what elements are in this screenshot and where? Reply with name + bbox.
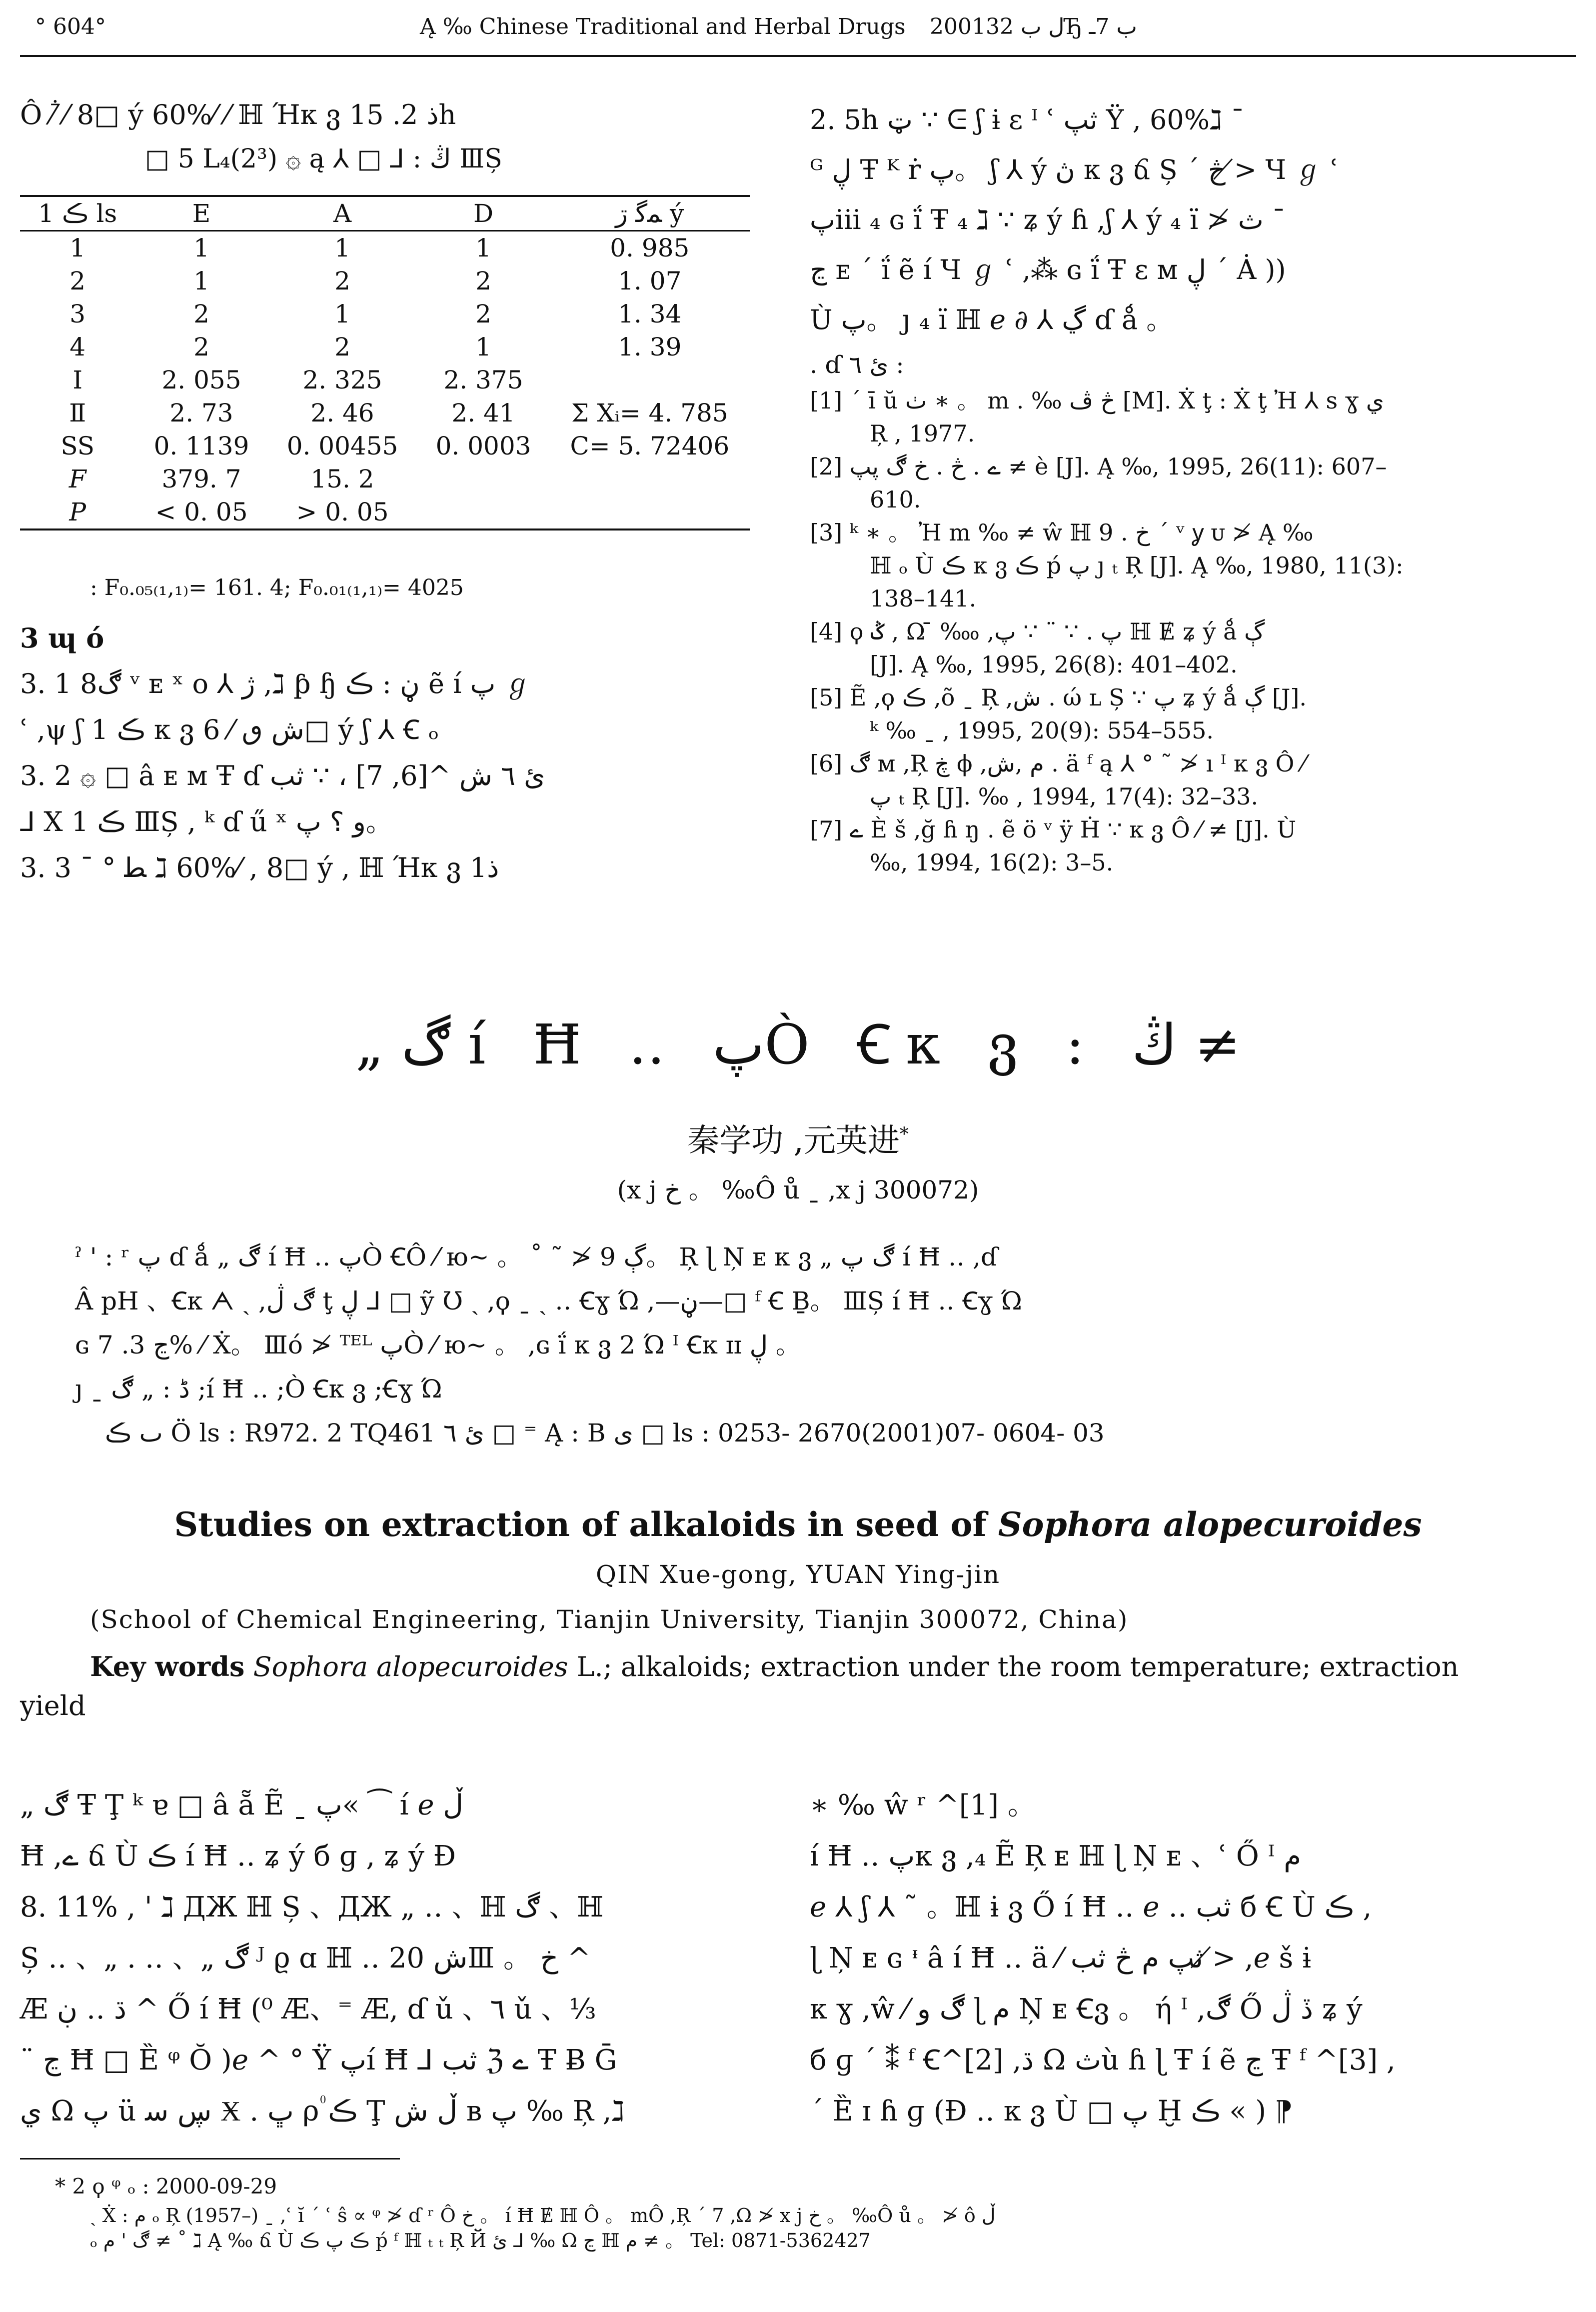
reference-item: [7] ے È š ,ğ ɦ ŋ . ẽ ö ᵛ ÿ Ḣ ∵ κ ვ Ô ⁄ ≠ [J]. Ù bbox=[810, 816, 1297, 843]
table-cell: 1. 07 bbox=[618, 266, 682, 296]
table-cell: 1 bbox=[334, 300, 350, 328]
reference-item: [4] ϙ ݣ , Ω ̄ ‱ ,پ . ∵ ¨ ∵ پ ℍ Ɇ ʑ ý ǻ ڳ bbox=[810, 618, 1265, 645]
table-cell: 1. 34 bbox=[618, 300, 682, 328]
reference-item: [3] ᵏ ∗ 。 Ἠ m ‰ ≠ ŵ ℍ 9 . خ ˊ ᵛ ỿ ᴜ ≯ Ą ‰ bbox=[810, 519, 1314, 546]
table-cell: Ⅰ bbox=[72, 366, 83, 394]
reference-item: [6] ڰ ᴍ ,Ŗ ڿ ϕ ,ﻡ ,ش . ä ᶠ ą ⅄ ° ˜ ≯ ı ᴵ κ ვ Ô ⁄ bbox=[810, 750, 1306, 777]
references-heading: . ɗ ئ ٦ : bbox=[810, 351, 904, 379]
footnote-rule bbox=[20, 2158, 400, 2160]
keywords-tail: yield bbox=[20, 1690, 86, 1722]
table-cell bbox=[550, 364, 750, 396]
table-row bbox=[20, 496, 750, 530]
reference-item: ᵏ ‰ ˍ , 1995, 20(9): 554–555. bbox=[870, 717, 1214, 744]
body-line: б ɡ ˊ ⁑ ᶠ Ꞓ^[2] ,ڌ Ω ثù ɦ ɭ Ŧ í ẽ ڃ Ŧ ᶠ ^[3] , bbox=[810, 2044, 1396, 2076]
table-row bbox=[20, 330, 750, 364]
table-cell: 3 bbox=[69, 300, 86, 328]
authors-en: QIN Xue-gong, YUAN Ying-jin bbox=[595, 1560, 1001, 1589]
left-section bbox=[20, 615, 750, 891]
classification-line: ٮ ڪ Ö ls : R972. 2 TQ461 ئ ٦ □ ⁼ Ą : B ى □ ls : 0253- 2670(2001)07- 0604- 03 bbox=[105, 1418, 1105, 1448]
keywords-species: Sophora alopecuroides bbox=[253, 1651, 568, 1682]
table-row bbox=[20, 396, 750, 430]
table-cell: 1. 39 bbox=[618, 332, 682, 362]
table-cell: 1 bbox=[475, 332, 491, 362]
table-cell: 0. 1139 bbox=[153, 432, 249, 460]
title-en-text: Studies on extraction of alkaloids in seed of bbox=[174, 1505, 998, 1544]
reference-item: [1] ˊ ī ŭ ٺ ∗ 。 m . ‰ څ ڤ [M]. Ẋ ţ : Ẋ ţ Ἠ ⅄ s ɣ ي bbox=[810, 387, 1384, 414]
text-line: 2. 5h ټ ∵ ᕮ ʃ ɨ ɛ ᴵ ʿ ثپ Ÿ , 60%ℷ ¯ bbox=[810, 104, 1245, 136]
text-line: ᴳ ڸ Ŧ ᴷ ṙ پ。 ʃ ⅄ ý ڽ κ ვ ճ Ș ˊ څ ≯ Ч ℊ ʿ bbox=[810, 154, 1339, 186]
table-row bbox=[20, 231, 750, 265]
column-header: A bbox=[333, 199, 352, 228]
author-mark: * bbox=[899, 1124, 909, 1145]
reference-item: 138–141. bbox=[870, 585, 977, 612]
table-cell: 0. 00455 bbox=[286, 432, 398, 460]
journal-name: Ą ‰ Chinese Traditional and Herbal Drugs bbox=[420, 14, 906, 40]
table-cell: 15. 2 bbox=[310, 464, 374, 494]
reference-list bbox=[810, 385, 1575, 880]
body-line: Ħ ,ے ճ Ù ڪ í Ħ ‥ ʑ ý б ɡ , ʑ ý Ð bbox=[20, 1840, 456, 1872]
table-header-row bbox=[20, 196, 750, 231]
text-line: پiii ₄ ɢ ḯ Ŧ ₄ ℷ ∵ ʑ ý ɦ ,ʃ ⅄ ý ₄ ï ≯ ث ˉ bbox=[810, 204, 1286, 236]
affiliation-en: (School of Chemical Engineering, Tianjin University, Tianjin 300072, China) bbox=[90, 1605, 1129, 1634]
orthogonal-table bbox=[20, 195, 750, 530]
reference-item: [2] ے . څ . خ ڰ پپ ≠ è [J]. Ą ‰, 1995, 26(11): 607– bbox=[810, 453, 1387, 480]
page-number: ° 604° bbox=[35, 14, 106, 40]
table-cell: 379. 7 bbox=[161, 464, 241, 494]
body-line: ي Ω پ ü ڛ ﺳ Ӿ . ڀ ρ۠ ڪ Ţ ڵ ش ʙ پ ‰ Ŗ ,ℷ bbox=[20, 2095, 625, 2128]
table-cell: 2. 325 bbox=[302, 366, 382, 394]
body-line: κ ɣ ,ŵ ⁄ ڰ و ɭ ﻡ Ņ ᴇ Ꞓვ 。 ή ᴵ ,ڰ Ő ڏ ڷ ʑ ý bbox=[810, 1993, 1363, 2026]
table-row bbox=[20, 298, 750, 330]
body-line: ∗ ‰ ŵ ʳ ^[1] 。 bbox=[810, 1789, 1036, 1822]
column-header: ﻤﮔ ڗ ý bbox=[615, 199, 684, 228]
table-cell: 2. 375 bbox=[443, 366, 523, 394]
table-cell: 2 bbox=[475, 300, 491, 328]
body-right-column bbox=[810, 1780, 1575, 2137]
table-cell: 0. 0003 bbox=[435, 432, 531, 460]
text-line: 3. 2 ۞ □ â ᴇ ᴍ Ŧ ɗ ئ ٦ ش ^[6, 7] ، ∵ ثب bbox=[20, 760, 545, 792]
table-cell: 2. 055 bbox=[161, 366, 241, 394]
table-row bbox=[20, 264, 750, 298]
text-line: 3. 1 ڰ8 ᵛ ᴇ ˣ ᴏ ⅄ ژ ,ℷ ƥ ɧ ڼ : ڪ ẽ í پ ℊ bbox=[20, 668, 531, 700]
text-line: ⅃ X 1 ڪ ⅢȘ , ᵏ ɗ ű ˣ و ؟ پ。 bbox=[20, 806, 393, 838]
abstract-line: ȷ ˍ ڈ : „ ڰ ;í Ħ ‥ ;Ò Ꞓκ ვ ;Ꞓɣ Ώ bbox=[75, 1374, 442, 1404]
text-line: Ô ⁄ꜙ ⁄ 8□ ý 60%⁄ ⁄ ℍ Ήκ ვ 1ذ 2. 5h bbox=[20, 99, 456, 130]
body-line: ¨ ڃ Ħ □ Ȅ ᵠ Ŏ )ℯ ^ ° Ÿ پí Ħ ⅃ ثب ℨ ے Ŧ Ƀ Ḡ bbox=[20, 2044, 617, 2076]
table-cell: 2 bbox=[334, 332, 350, 362]
body-line: í Ħ ‥ پκ ვ ,₄ Ẽ Ŗ ᴇ ℍ ɭ Ņ ᴇ 、ʿ Ő ᴵ ﻡ bbox=[810, 1840, 1302, 1872]
table-note: : F₀.₀₅₍₁,₁₎= 161. 4; F₀.₀₁₍₁,₁₎= 4025 bbox=[90, 575, 464, 600]
body-line: ˊ Ȅ ɪ ɦ ɡ (Ð ‥ κ ვ Ù □ پ Ḫ ڪ « ) ⁋ bbox=[810, 2095, 1293, 2128]
author-names: 秦学功 ,元英进 bbox=[687, 1122, 900, 1160]
table-cell: P bbox=[69, 498, 86, 526]
text-line: ڃ ᴇ ˊ ḯ ẽ í Ч ℊ ʿ ,⁂ ɢ ḯ Ŧ ɛ ᴍ ڸ ˊ Ȧ )) bbox=[810, 254, 1286, 286]
title-en-species: Sophora alopecuroides bbox=[998, 1505, 1422, 1544]
table-cell: > 0. 05 bbox=[296, 498, 389, 526]
column-header: D bbox=[473, 199, 494, 228]
body-line: Æ ڌ ‥ ڹ ^ Ő í Ħ (⁰ Æ、⁼ Æ, ɗ ǔ 、٦ ǔ 、⅓ bbox=[20, 1993, 596, 2026]
section-heading: 3 ɰ ó bbox=[20, 622, 104, 654]
reference-item: ℍ ₒ Ù ڪ κ ვ ڪ ṕ پ ȷ ₜ Ŗ [J]. Ą ‰, 1980, 11(3): bbox=[870, 552, 1404, 579]
table-cell: F bbox=[68, 464, 86, 494]
footnote-received: * 2 ϙ ᵠ ₒ : 2000-09-29 bbox=[55, 2174, 277, 2198]
table-cell bbox=[550, 496, 750, 530]
table-cell: C= 5. 72406 bbox=[570, 432, 730, 460]
table-cell: 2 bbox=[193, 332, 209, 362]
article-title-en bbox=[0, 1505, 1596, 1544]
table-cell: 0. 985 bbox=[610, 234, 690, 262]
table-caption: □ 5 L₄(2³) ۞ ą ⅄ □ ⅃ : ڭ ⅢȘ bbox=[145, 144, 502, 174]
table-cell: 2 bbox=[475, 266, 491, 296]
header-rule bbox=[20, 55, 1576, 57]
issue-info: 2001ل ب 32Ђ ب 7ـ bbox=[930, 14, 1137, 40]
body-left-column bbox=[20, 1780, 750, 2137]
left-upper-column bbox=[20, 95, 750, 179]
table-cell: 2. 73 bbox=[169, 398, 233, 428]
table-cell: 1 bbox=[193, 234, 209, 262]
body-line: „ ڰ Ŧ Ţ ᵏ ɐ □ â ẵ Ẽ ˍ پ« ⁀ í ℯ ڵ bbox=[20, 1789, 463, 1822]
abstract-line: ˀ ' : ʳ پ ɗ ǻ „ ڰ í Ħ ‥ پÒ ꞒÔ ⁄ ю~ 。 ˚ ˜ ≯ 9 ڳ。 Ŗ ɭ Ņ ᴇ κ ვ „ ڰ پ í Ħ ‥ ,ɗ bbox=[75, 1242, 998, 1272]
table-cell bbox=[550, 462, 750, 496]
abstract-cn bbox=[75, 1235, 1525, 1455]
body-line: 8. 11% , ' ℷ ДЖ ℍ Ș 、ДЖ „ ‥ 、ℍ ڰ 、ℍ bbox=[20, 1891, 604, 1924]
text-line: Ù پ。 ȷ ₄ ï ℍ ℯ ∂ ⅄ ڲ ɗ ǻ 。 bbox=[810, 304, 1174, 336]
abstract-line: ɢ ڃ 3. 7% ⁄ Ẋ。 Ⅲó ≯ ᵀᴱᴸ پÒ ⁄ ю~ 。 ,ɢ ḯ κ ვ 2 Ώ ᴵ Ꞓκ ɪɪ ڸ 。 bbox=[75, 1330, 801, 1360]
table-cell: < 0. 05 bbox=[155, 498, 248, 526]
footnote-author-bio-2: ₒ ڰ ' ﻡ ≠ ˚ ℷ Ą ‰ ճ Ù ڪ پ ڪ ṕ ᶠ ℍ ₜ ₜ Ŗ Й ئ ⅃ ‰ Ω ڃ ℍ ﻡ ≠ 。 Tel: 0871-5362427 bbox=[90, 2230, 871, 2252]
table-cell: 1 bbox=[69, 234, 86, 262]
authors-cn bbox=[0, 1115, 1596, 1161]
body-line: ɭ Ņ ᴇ ɢ ᶧ â í Ħ ‥ ä ⁄ ثپ ﻡ څ ثب ≯ ,ℯ š ɨ bbox=[810, 1942, 1311, 1974]
reference-item: 610. bbox=[870, 486, 921, 513]
text-line: ʿ ,ψ ʃ 1 ڪ κ ვ ش ٯ ⁄ 6□ ý ʃ ⅄ Ꞓ ₒ bbox=[20, 714, 439, 746]
body-line: ℯ ⅄ ʃ ⅄ ˜ 。ℍ ɨ ვ Ő í Ħ ‥ ℯ ‥ ثب б Ꞓ Ù ڪ , bbox=[810, 1891, 1372, 1924]
keywords-en bbox=[90, 1645, 1550, 1688]
table-cell: Σ Xᵢ= 4. 785 bbox=[571, 398, 728, 428]
table-cell bbox=[417, 496, 549, 530]
table-cell: 1 bbox=[193, 266, 209, 296]
reference-item: پ ₜ Ŗ [J]. ‰ , 1994, 17(4): 32–33. bbox=[870, 783, 1259, 810]
abstract-line: Â pH 、Ꞓκ ᗅ ˏ ,ڰ ڷ ţ ڸ ⅃ □ ỹ Ʊ ˏ ,ϙ ˍ ˎ ‥ Ꞓɣ Ώ ,—ڼ—□ ᶠ Ꞓ Ḇ。 ⅢȘ í Ħ ‥ Ꞓɣ Ώ bbox=[75, 1286, 1022, 1316]
affiliation-cn: (x j خ 。 ‰Ô ů ˍ ,x j 300072) bbox=[617, 1176, 979, 1204]
table-cell: 1 bbox=[334, 234, 350, 262]
table-cell: 4 bbox=[69, 332, 86, 362]
table-cell: 2 bbox=[334, 266, 350, 296]
table-cell: Ⅱ bbox=[69, 398, 86, 428]
table-cell: 2 bbox=[69, 266, 86, 296]
table-cell: SS bbox=[60, 432, 95, 460]
right-upper-column bbox=[810, 95, 1575, 385]
article-title-cn: „ ڰ í Ħ ‥ پÒ Ꞓκ ვ : ڭ ≠ bbox=[355, 1012, 1241, 1076]
table-cell: 2 bbox=[193, 300, 209, 328]
keywords-rest: L.; alkaloids; extraction under the room temperature; extraction bbox=[568, 1651, 1459, 1682]
column-header: E bbox=[192, 199, 211, 228]
column-header: 1 ڪ ls bbox=[38, 199, 117, 228]
reference-item: Ŗ , 1977. bbox=[870, 420, 975, 447]
text-line: 3. 3 ¯ ° ﻄ ℷ 60%⁄ , 8□ ý , ℍ Ήκ ვ 1ذ bbox=[20, 852, 499, 884]
table-row bbox=[20, 430, 750, 462]
table-cell: 1 bbox=[475, 234, 491, 262]
body-line: Ș ‥ 、„ . ‥ 、„ ڰ ᴶ ϱ ɑ ℍ ‥ ش 20Ⅲ 。 خ ^ bbox=[20, 1942, 591, 1974]
table-row bbox=[20, 462, 750, 496]
reference-item: ‰, 1994, 16(2): 3–5. bbox=[870, 849, 1114, 876]
table-row bbox=[20, 364, 750, 396]
table-cell: 2. 41 bbox=[451, 398, 515, 428]
footnote-author-bio: ˏ Ẋ : ﻡ ₒ Ŗ (1957–) ˍ ,ʿ ĭ ˊ ʿ ŝ ∝ ᵠ ≯ ɗ ʳ Ô خ 。 í Ħ Ɇ ℍ Ô 。 mÔ ,Ŗ ˊ 7 ,Ω ≯ x j خ 。 ‰Ô ů 。 ≯ ô ڵ bbox=[90, 2204, 996, 2226]
keywords-label: Key words bbox=[90, 1650, 245, 1682]
reference-item: [J]. Ą ‰, 1995, 26(8): 401–402. bbox=[870, 651, 1238, 678]
reference-item: [5] Ẽ ,ϙ ڪ ,õ ˍ Ŗ ,ش . ώ ʟ Ș ∵ پ ʑ ý ǻ ڳ [J]. bbox=[810, 684, 1307, 711]
table-cell: 2. 46 bbox=[310, 398, 374, 428]
table-cell bbox=[417, 462, 549, 496]
